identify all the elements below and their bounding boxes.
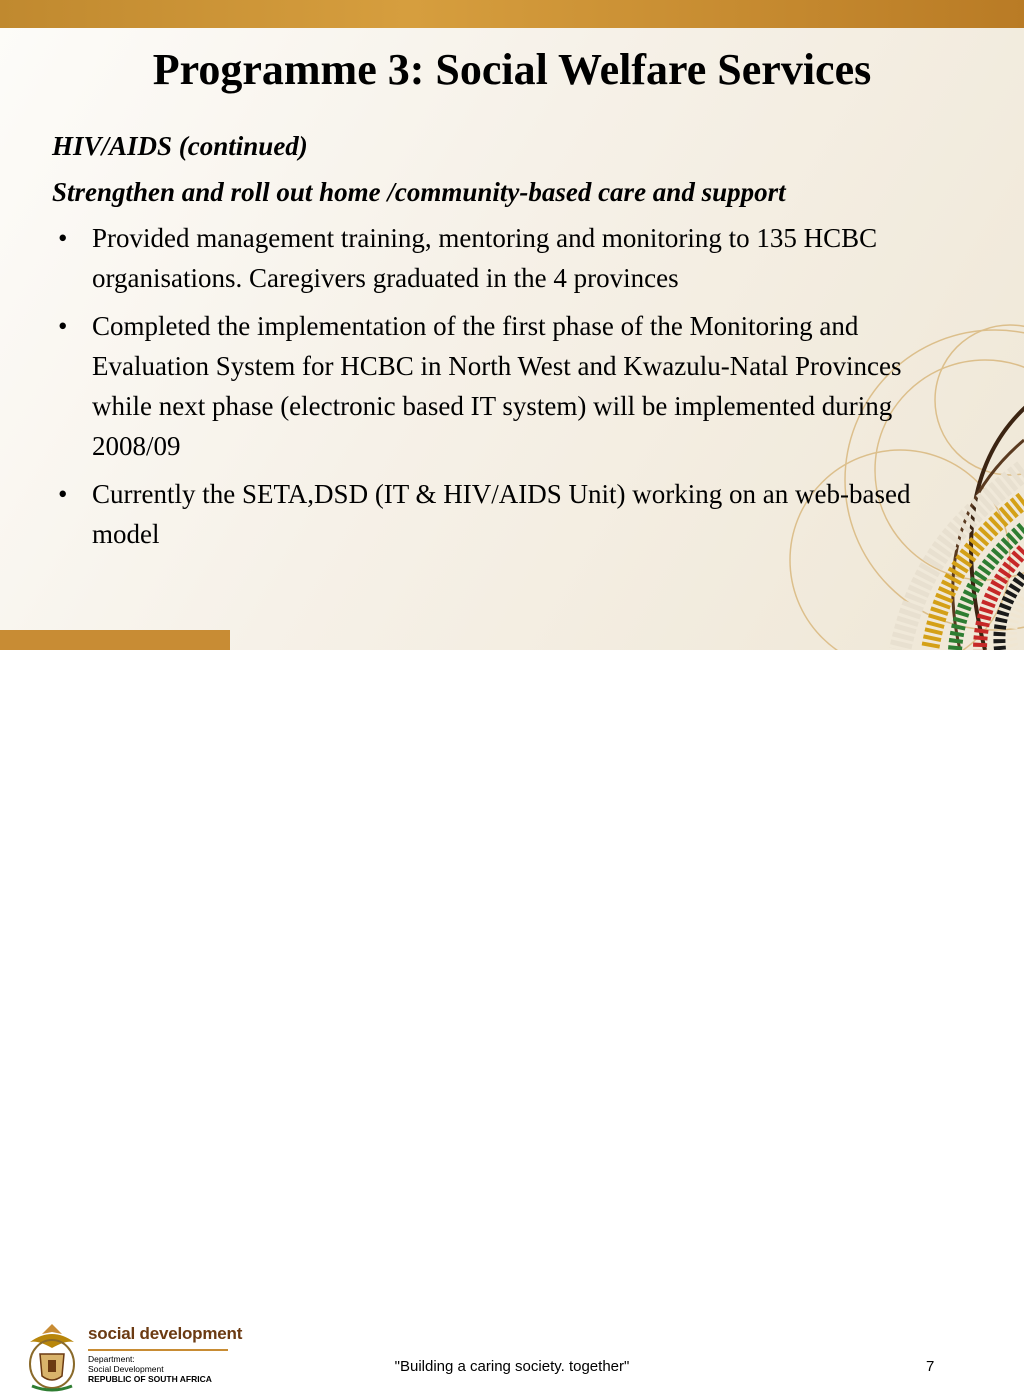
department-name: Social Development [88, 1364, 164, 1374]
page-number: 7 [926, 1358, 935, 1375]
slide-background [0, 0, 1024, 650]
bullet-text: Provided management training, mentoring and monitoring to 135 HCBC organisations. Caregivers graduated in the 4 provinces [92, 223, 878, 293]
bullet-text: Completed the implementation of the first phase of the Monitoring and Evaluation System for HCBC in North West and Kwazulu-Natal Provinces while next phase (electronic based IT system) will be implemented during 2008/09 [92, 311, 902, 461]
brand-divider [88, 1349, 228, 1351]
bullet-icon: • [58, 479, 68, 509]
subheading-hiv-aids: HIV/AIDS (continued) [52, 131, 308, 161]
bullet-list [52, 218, 922, 554]
slide-title: Programme 3: Social Welfare Services [152, 45, 872, 94]
bullet-icon: • [58, 311, 68, 341]
brand-name: social development [88, 1324, 243, 1343]
footer [0, 650, 1024, 1384]
country-name: REPUBLIC OF SOUTH AFRICA [88, 1374, 212, 1384]
department-line: Department: [88, 1354, 135, 1364]
bullet-item [52, 218, 922, 298]
subheading-hcbc: Strengthen and roll out home /community-based care and support [52, 177, 786, 207]
bullet-icon: • [58, 223, 68, 253]
bullet-text: Currently the SETA,DSD (IT & HIV/AIDS Unit) working on an web-based model [92, 479, 911, 549]
footer-slogan: "Building a caring society. together" [394, 1358, 630, 1375]
slide-content [52, 126, 922, 562]
bullet-item [52, 306, 922, 466]
bullet-item [52, 474, 922, 554]
